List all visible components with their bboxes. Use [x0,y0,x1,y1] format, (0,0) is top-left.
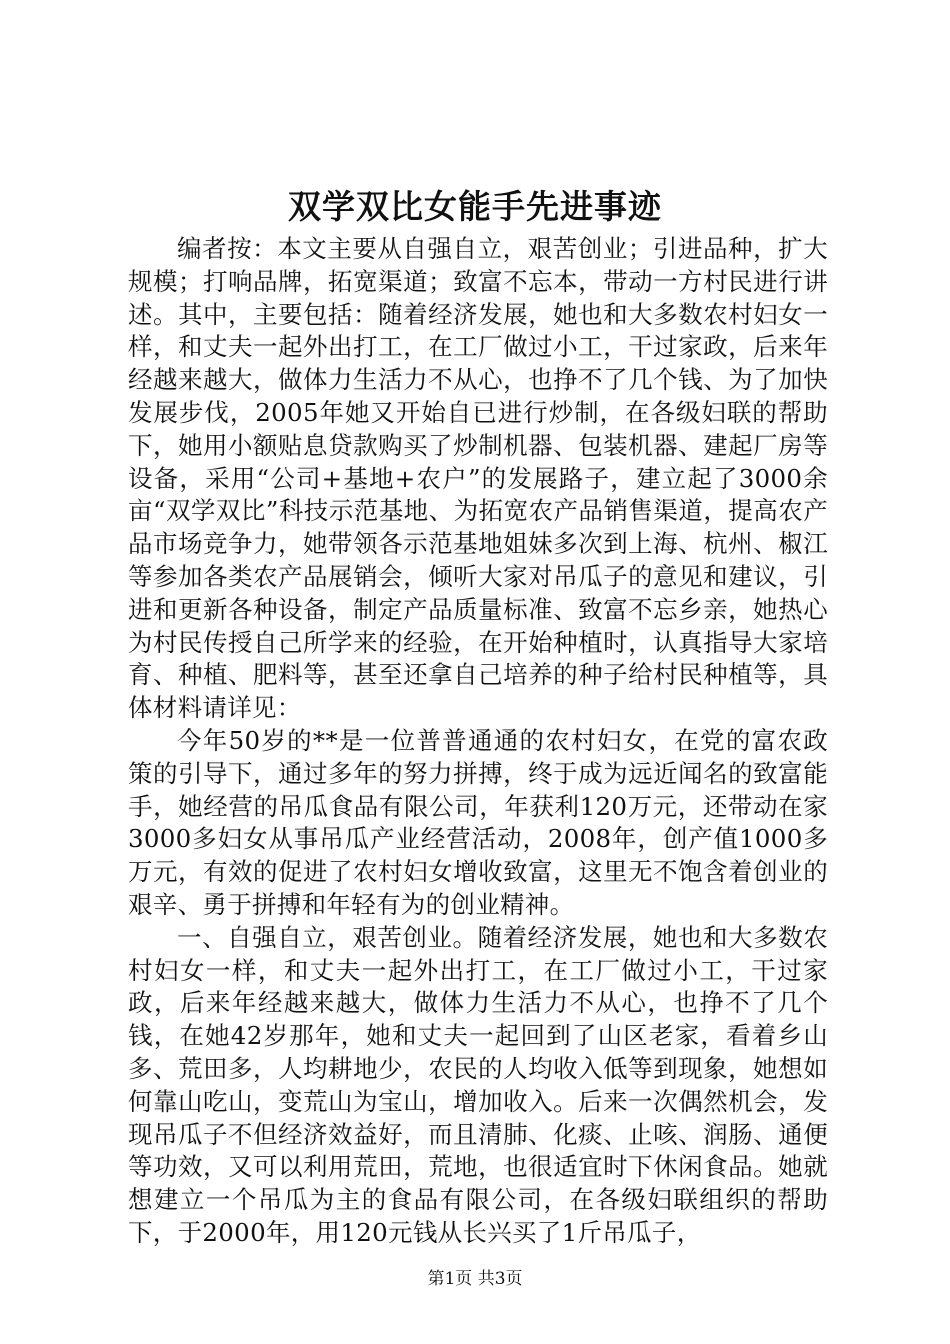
intro-paragraph: 今年50岁的**是一位普普通通的农村妇女，在党的富农政策的引导下，通过多年的努力拼搏，终于成为远近闻名的致富能手，她经营的吊瓜食品有限公司，年获利120万元，还带动在家3000多妇女从事吊瓜产业经营活动，2008年，创产值1000多万元，有效的促进了农村妇女增收致富，这里无不饱含着创业的艰辛、勇于拼搏和年轻有为的创业精神。 [128,725,828,919]
document-body [128,233,828,1250]
page-number-footer: 第1页 共3页 [427,1269,523,1289]
editor-note-paragraph: 编者按：本文主要从自强自立，艰苦创业；引进品种，扩大规模；打响品牌，拓宽渠道；致富不忘本，带动一方村民进行讲述。其中，主要包括：随着经济发展，她也和大多数农村妇女一样，和丈夫一起外出打工，在工厂做过小工，干过家政，后来年经越来越大，做体力生活力不从心，也挣不了几个钱、为了加快发展步伐，2005年她又开始自已进行炒制，在各级妇联的帮助下，她用小额贴息贷款购买了炒制机器、包装机器、建起厂房等设备，采用“公司+基地+农户”的发展路子，建立起了3000余亩“双学双比”科技示范基地、为拓宽农产品销售渠道，提高农产品市场竞争力，她带领各示范基地姐妹多次到上海、杭州、椒江等参加各类农产品展销会，倾听大家对吊瓜子的意见和建议，引进和更新各种设备，制定产品质量标准、致富不忘乡亲，她热心为村民传授自己所学来的经验，在开始种植时，认真指导大家培育、种植、肥料等，甚至还拿自己培养的种子给村民种植等，具体材料请详见： [128,234,828,723]
section-one-paragraph: 一、自强自立，艰苦创业。随着经济发展，她也和大多数农村妇女一样，和丈夫一起外出打工，在工厂做过小工，干过家政，后来年经越来越大，做体力生活力不从心，也挣不了几个钱，在她42岁那年，她和丈夫一起回到了山区老家，看着乡山多、荒田多，人均耕地少，农民的人均收入低等到现象，她想如何靠山吃山，变荒山为宝山，增加收入。后来一次偶然机会，发现吊瓜子不但经济效益好，而且清肺、化痰、止咳、润肠、通便等功效，又可以利用荒田，荒地，也很适宜时下休闲食品。她就想建立一个吊瓜为主的食品有限公司，在各级妇联组织的帮助下，于2000年，用120元钱从长兴买了1斤吊瓜子， [128,922,828,1247]
document-title: 双学双比女能手先进事迹 [288,187,662,226]
